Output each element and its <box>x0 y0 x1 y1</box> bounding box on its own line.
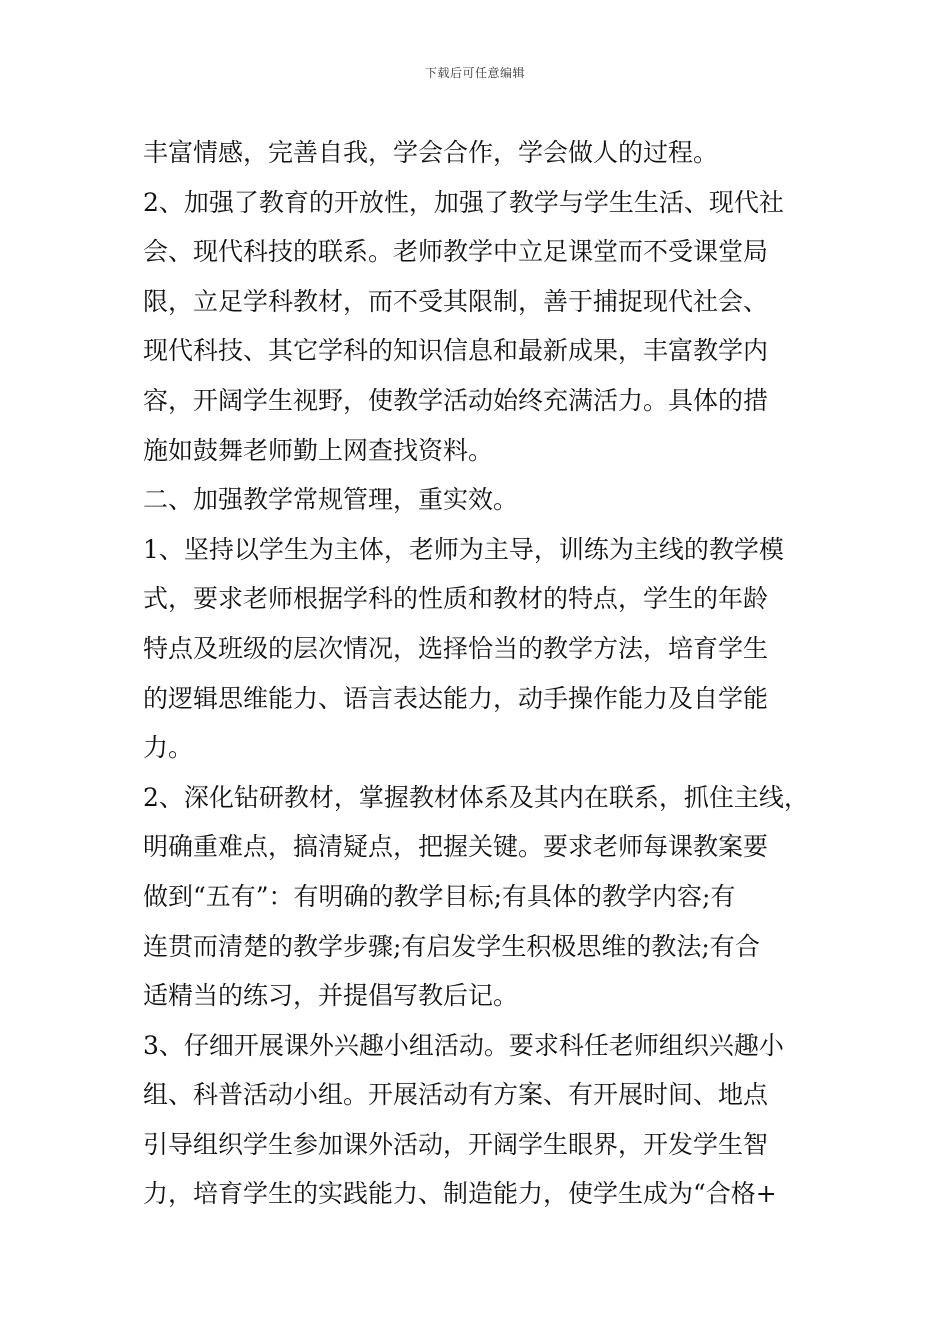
text-line: 3、仔细开展课外兴趣小组活动。要求科任老师组织兴趣小 <box>143 1030 784 1060</box>
document-body <box>143 128 823 1219</box>
text-line: 容，开阔学生视野，使教学活动始终充满活力。具体的措 <box>143 385 769 415</box>
text-line: 现代科技、其它学科的知识信息和最新成果，丰富教学内 <box>143 336 769 366</box>
text-line: 式，要求老师根据学科的性质和教材的特点，学生的年龄 <box>143 584 769 614</box>
text-line: 施如鼓舞老师勤上网查找资料。 <box>143 435 494 465</box>
text-line: 力，培育学生的实践能力、制造能力，使学生成为“合格+ <box>143 1179 777 1209</box>
text-line: 引导组织学生参加课外活动，开阔学生眼界，开发学生智 <box>143 1129 769 1159</box>
text-line: 限，立足学科教材，而不受其限制，善于捕捉现代社会、 <box>143 286 769 316</box>
text-line: 适精当的练习，并提倡写教后记。 <box>143 981 519 1011</box>
text-line: 2、加强了教育的开放性，加强了教学与学生生活、现代社 <box>143 187 784 217</box>
text-line: 力。 <box>143 733 194 763</box>
text-line: 连贯而清楚的教学步骤;有启发学生积极思维的教法;有合 <box>143 931 760 961</box>
page-header: 下载后可任意编辑 <box>424 66 525 80</box>
text-line: 做到“五有”：有明确的教学目标;有具体的教学内容;有 <box>143 881 736 911</box>
text-line: 的逻辑思维能力、语言表达能力，动手操作能力及自学能 <box>143 683 769 713</box>
text-line: 特点及班级的层次情况，选择恰当的教学方法，培育学生 <box>143 633 769 663</box>
section-heading: 二、加强教学常规管理，重实效。 <box>143 485 519 515</box>
text-line: 明确重难点，搞清疑点，把握关键。要求老师每课教案要 <box>143 832 769 862</box>
text-line: 2、深化钻研教材，掌握教材体系及其内在联系，抓住主线， <box>143 782 809 812</box>
text-line: 会、现代科技的联系。老师教学中立足课堂而不受课堂局 <box>143 237 769 267</box>
text-line: 丰富情感，完善自我，学会合作，学会做人的过程。 <box>143 138 719 167</box>
text-line: 组、科普活动小组。开展活动有方案、有开展时间、地点 <box>143 1080 769 1110</box>
text-line: 1、坚持以学生为主体，老师为主导，训练为主线的教学模 <box>143 534 784 564</box>
